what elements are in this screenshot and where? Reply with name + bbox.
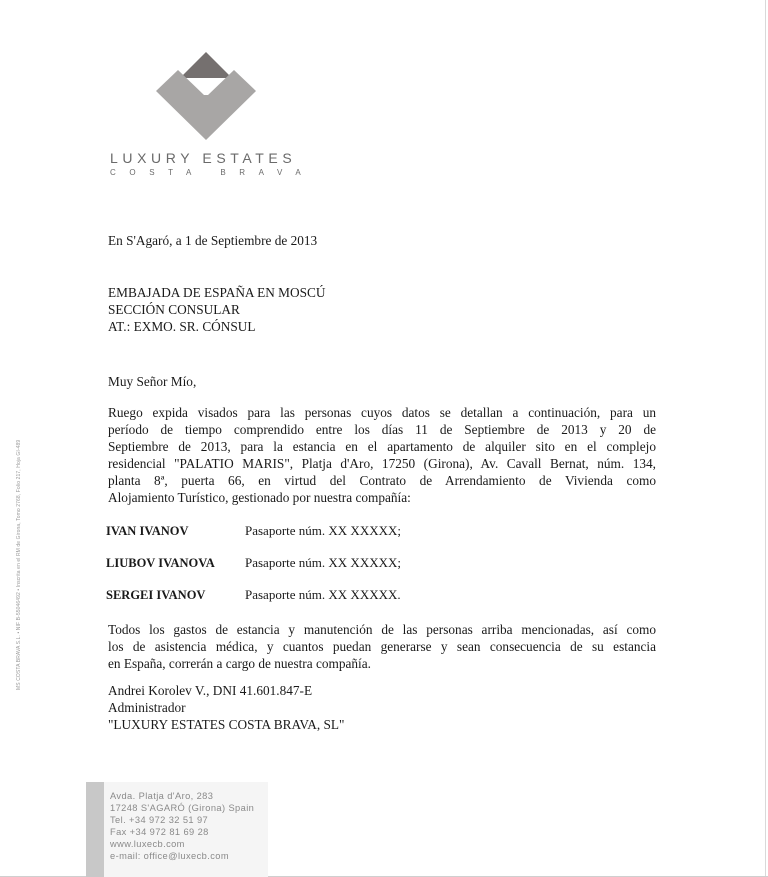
brand-subtitle: COSTA BRAVA xyxy=(110,168,315,177)
recipient-block xyxy=(108,284,325,335)
footer-website: www.luxecb.com xyxy=(110,839,185,849)
person-name: IVAN IVANOV xyxy=(106,524,189,538)
paragraph-line: en España, correrán a cargo de nuestra compañía. xyxy=(108,656,371,671)
person-name: SERGEI IVANOV xyxy=(106,588,206,602)
company-name: "LUXURY ESTATES COSTA BRAVA, SL" xyxy=(108,717,345,732)
footer-address: Avda. Platja d'Aro, 283 xyxy=(110,791,214,801)
footer-city: 17248 S'AGARÓ (Girona) Spain xyxy=(110,803,255,813)
date-line: En S'Agaró, a 1 de Septiembre de 2013 xyxy=(108,233,318,248)
greeting: Muy Señor Mío, xyxy=(108,374,197,389)
luxury-estates-logo xyxy=(156,52,256,140)
passport-number: Pasaporte núm. XX XXXXX; xyxy=(245,555,401,570)
paragraph-line: período de tiempo comprendido entre los días 11 de Septiembre de 2013 y 20 de xyxy=(108,422,656,437)
person-name: LIUBOV IVANOVA xyxy=(106,556,215,570)
signature-block xyxy=(108,682,344,733)
costs-paragraph xyxy=(108,621,656,672)
page-edge-right xyxy=(765,0,766,877)
paragraph-line: Ruego expida visados para las personas cuyos datos se detallan a continuación, para un xyxy=(108,405,656,420)
brand-name: LUXURY ESTATES xyxy=(110,150,297,166)
side-registration-note: MS COSTA BRAVA S.L. • NIF B-55046492 • Inscrita en el RM de Girona, Tomo 2768, Folio 217, Hoja GI-489 xyxy=(16,439,22,690)
recipient-line: AT.: EXMO. SR. CÓNSUL xyxy=(108,319,256,334)
footer-fax: Fax +34 972 81 69 28 xyxy=(110,827,209,837)
footer-contact xyxy=(110,790,254,862)
paragraph-line: planta 8ª, puerta 66, en virtud del Contrato de Arrendamiento de Vivienda como xyxy=(108,473,656,488)
footer-phone: Tel. +34 972 32 51 97 xyxy=(110,815,209,825)
logo-bottom-shape xyxy=(156,70,256,140)
recipient-line: SECCIÓN CONSULAR xyxy=(108,302,240,317)
request-paragraph xyxy=(108,404,656,506)
passport-number: Pasaporte núm. XX XXXXX; xyxy=(245,523,401,538)
paragraph-line: Todos los gastos de estancia y manutención de las personas arriba mencionadas, así como xyxy=(108,622,656,637)
footer-accent-bar xyxy=(86,782,104,877)
recipient-line: EMBAJADA DE ESPAÑA EN MOSCÚ xyxy=(108,285,326,300)
signatory-role: Administrador xyxy=(108,700,186,715)
paragraph-line: Alojamiento Turístico, gestionado por nuestra compañía: xyxy=(108,490,411,505)
logo-top-triangle xyxy=(180,52,232,78)
paragraph-line: los de asistencia médica, y cuantos puedan generarse y sean consecuencia de su estancia xyxy=(108,639,656,654)
paragraph-line: Septiembre de 2013, para la estancia en el apartamento de alquiler sito en el complejo xyxy=(108,439,656,454)
footer-email: e-mail: office@luxecb.com xyxy=(110,851,229,861)
passport-number: Pasaporte núm. XX XXXXX. xyxy=(245,587,401,602)
signatory-name: Andrei Korolev V., DNI 41.601.847-E xyxy=(108,683,313,698)
brand-block xyxy=(110,150,315,177)
paragraph-line: residencial "PALATIO MARIS", Platja d'Aro, 17250 (Girona), Av. Cavall Bernat, núm. 134, xyxy=(108,456,656,471)
